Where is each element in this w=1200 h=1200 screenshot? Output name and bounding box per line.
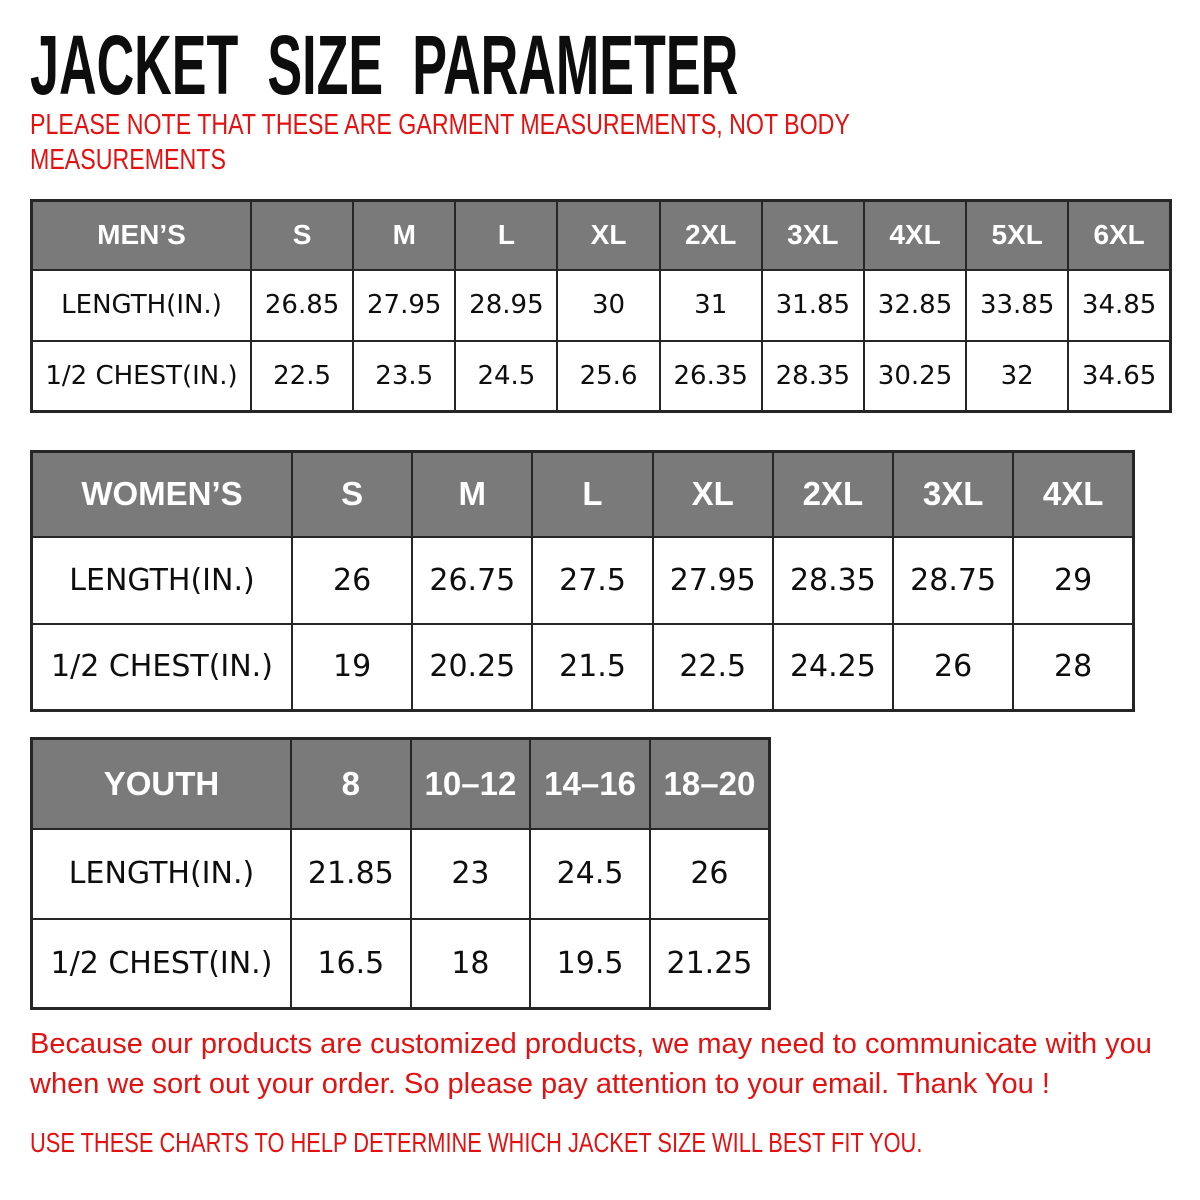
size-column-header: L bbox=[532, 452, 652, 537]
measurement-row-label: 1/2 CHEST(IN.) bbox=[32, 341, 252, 412]
womens-size-table-section bbox=[30, 450, 1135, 712]
measurement-value-cell: 31.85 bbox=[762, 270, 864, 341]
note-line-1: PLEASE NOTE THAT THESE ARE GARMENT MEASUREMENTS, NOT BODY bbox=[30, 109, 850, 141]
measurement-value-cell: 26.35 bbox=[660, 341, 762, 412]
measurement-value-cell: 24.5 bbox=[530, 829, 650, 919]
measurement-value-cell: 21.85 bbox=[291, 829, 411, 919]
garment-measurements-note bbox=[30, 108, 850, 178]
measurement-value-cell: 19.5 bbox=[530, 919, 650, 1009]
measurement-value-cell: 28.35 bbox=[762, 341, 864, 412]
size-column-header: 3XL bbox=[893, 452, 1013, 537]
notice-line-1: Because our products are customized products, we may need to communicate with you bbox=[30, 1028, 1152, 1060]
measurement-row bbox=[32, 341, 1171, 412]
measurement-value-cell: 30 bbox=[557, 270, 659, 341]
measurement-value-cell: 27.95 bbox=[353, 270, 455, 341]
measurement-row-label: LENGTH(IN.) bbox=[32, 270, 252, 341]
measurement-row-label: 1/2 CHEST(IN.) bbox=[32, 919, 292, 1009]
measurement-row bbox=[32, 270, 1171, 341]
womens-size-table bbox=[30, 450, 1135, 712]
measurement-value-cell: 27.95 bbox=[653, 537, 773, 624]
measurement-row bbox=[32, 537, 1134, 624]
measurement-value-cell: 23 bbox=[411, 829, 531, 919]
measurement-value-cell: 26.85 bbox=[251, 270, 353, 341]
measurement-value-cell: 26 bbox=[893, 624, 1013, 711]
size-column-header: 6XL bbox=[1068, 201, 1170, 270]
measurement-value-cell: 28 bbox=[1013, 624, 1133, 711]
measurement-value-cell: 26 bbox=[292, 537, 412, 624]
measurement-row bbox=[32, 829, 770, 919]
measurement-value-cell: 32.85 bbox=[864, 270, 966, 341]
measurement-value-cell: 29 bbox=[1013, 537, 1133, 624]
measurement-value-cell: 30.25 bbox=[864, 341, 966, 412]
measurement-row bbox=[32, 624, 1134, 711]
note-line-2: MEASUREMENTS bbox=[30, 143, 226, 176]
measurement-value-cell: 23.5 bbox=[353, 341, 455, 412]
measurement-value-cell: 28.75 bbox=[893, 537, 1013, 624]
measurement-row bbox=[32, 919, 770, 1009]
measurement-value-cell: 33.85 bbox=[966, 270, 1068, 341]
measurement-value-cell: 16.5 bbox=[291, 919, 411, 1009]
measurement-value-cell: 32 bbox=[966, 341, 1068, 412]
measurement-value-cell: 18 bbox=[411, 919, 531, 1009]
size-column-header: 4XL bbox=[864, 201, 966, 270]
measurement-row-label: LENGTH(IN.) bbox=[32, 829, 292, 919]
measurement-value-cell: 19 bbox=[292, 624, 412, 711]
size-column-header: S bbox=[292, 452, 412, 537]
mens-size-table-section bbox=[30, 199, 1172, 413]
size-column-header: XL bbox=[653, 452, 773, 537]
table-name-header-cell: MEN’S bbox=[32, 201, 252, 270]
measurement-value-cell: 31 bbox=[660, 270, 762, 341]
size-header-row bbox=[32, 739, 770, 829]
mens-size-table bbox=[30, 199, 1172, 413]
measurement-row-label: LENGTH(IN.) bbox=[32, 537, 293, 624]
size-column-header: 14–16 bbox=[530, 739, 650, 829]
size-column-header: 2XL bbox=[773, 452, 893, 537]
table-name-header-cell: YOUTH bbox=[32, 739, 292, 829]
measurement-value-cell: 26.75 bbox=[412, 537, 532, 624]
size-column-header: 5XL bbox=[966, 201, 1068, 270]
measurement-value-cell: 21.5 bbox=[532, 624, 652, 711]
measurement-value-cell: 27.5 bbox=[532, 537, 652, 624]
measurement-value-cell: 21.25 bbox=[650, 919, 770, 1009]
page-title: JACKET SIZE PARAMETER bbox=[30, 18, 739, 112]
size-column-header: 8 bbox=[291, 739, 411, 829]
measurement-value-cell: 24.25 bbox=[773, 624, 893, 711]
size-column-header: 3XL bbox=[762, 201, 864, 270]
size-header-row bbox=[32, 201, 1171, 270]
measurement-value-cell: 28.95 bbox=[455, 270, 557, 341]
notice-line-2: when we sort out your order. So please pay attention to your email. Thank You ! bbox=[30, 1068, 1050, 1101]
size-column-header: 2XL bbox=[660, 201, 762, 270]
size-column-header: S bbox=[251, 201, 353, 270]
measurement-value-cell: 22.5 bbox=[251, 341, 353, 412]
youth-size-table bbox=[30, 737, 771, 1010]
measurement-row-label: 1/2 CHEST(IN.) bbox=[32, 624, 293, 711]
use-charts-instruction: USE THESE CHARTS TO HELP DETERMINE WHICH JACKET SIZE WILL BEST FIT YOU. bbox=[30, 1127, 923, 1158]
measurement-value-cell: 34.65 bbox=[1068, 341, 1170, 412]
size-column-header: 4XL bbox=[1013, 452, 1133, 537]
measurement-value-cell: 20.25 bbox=[412, 624, 532, 711]
measurement-value-cell: 26 bbox=[650, 829, 770, 919]
size-column-header: 10–12 bbox=[411, 739, 531, 829]
customized-products-notice bbox=[30, 1024, 1152, 1104]
measurement-value-cell: 25.6 bbox=[557, 341, 659, 412]
size-column-header: 18–20 bbox=[650, 739, 770, 829]
youth-size-table-section bbox=[30, 737, 771, 1010]
size-column-header: L bbox=[455, 201, 557, 270]
size-column-header: M bbox=[412, 452, 532, 537]
measurement-value-cell: 24.5 bbox=[455, 341, 557, 412]
size-column-header: M bbox=[353, 201, 455, 270]
size-header-row bbox=[32, 452, 1134, 537]
measurement-value-cell: 28.35 bbox=[773, 537, 893, 624]
size-column-header: XL bbox=[557, 201, 659, 270]
measurement-value-cell: 22.5 bbox=[653, 624, 773, 711]
measurement-value-cell: 34.85 bbox=[1068, 270, 1170, 341]
table-name-header-cell: WOMEN’S bbox=[32, 452, 293, 537]
